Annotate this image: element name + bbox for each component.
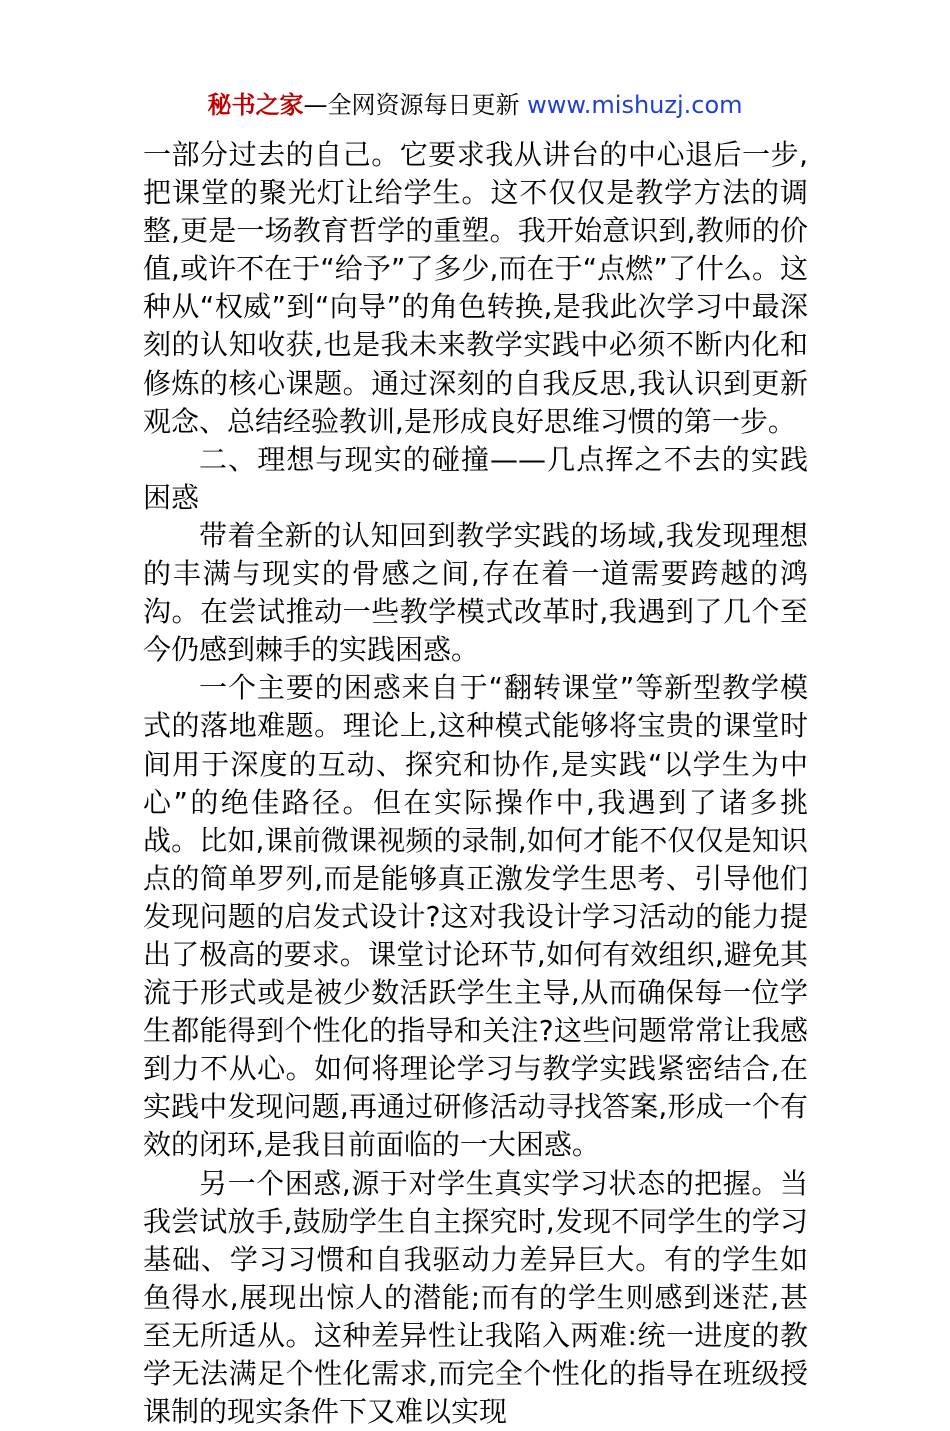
brand-name: 秘书之家 (207, 91, 304, 119)
paragraph-continuation: 一部分过去的自己。它要求我从讲台的中心退后一步,把课堂的聚光灯让给学生。这不仅仅是教学方法的调整,更是一场教育哲学的重塑。我开始意识到,教师的价值,或许不在于“给予”了多少,而在于“点燃”了什么。这种从“权威”到“向导”的角色转换,是我此次学习中最深刻的认知收获,也是我未来教学实践中必须不断内化和修炼的核心课题。通过深刻的自我反思,我认识到更新观念、总结经验教训,是形成良好思维习惯的第一步。 (143, 138, 808, 438)
paragraph: 另一个困惑,源于对学生真实学习状态的把握。当我尝试放手,鼓励学生自主探究时,发现不同学生的学习基础、学习习惯和自我驱动力差异巨大。有的学生如鱼得水,展现出惊人的潜能;而有的学生则感到迷茫,甚至无所适从。这种差异性让我陷入两难:统一进度的教学无法满足个性化需求,而完全个性化的指导在班级授课制的现实条件下又难以实现 (143, 1166, 808, 1429)
section-heading: 二、理想与现实的碰撞——几点挥之不去的实践困惑 (143, 442, 808, 514)
page-header (0, 88, 950, 122)
paragraph: 一个主要的困惑来自于“翻转课堂”等新型教学模式的落地难题。理论上,这种模式能够将宝贵的课堂时间用于深度的互动、探究和协作,是实践“以学生为中心”的绝佳路径。但在实际操作中,我遇到了诸多挑战。比如,课前微课视频的录制,如何才能不仅仅是知识点的简单罗列,而是能够真正激发学生思考、引导他们发现问题的启发式设计?这对我设计学习活动的能力提出了极高的要求。课堂讨论环节,如何有效组织,避免其流于形式或是被少数活跃学生主导,从而确保每一位学生都能得到个性化的指导和关注?这些问题常常让我感到力不从心。如何将理论学习与教学实践紧密结合,在实践中发现问题,再通过研修活动寻找答案,形成一个有效的闭环,是我目前面临的一大困惑。 (143, 671, 808, 1162)
header-tagline: —全网资源每日更新 (303, 91, 528, 119)
paragraph: 带着全新的认知回到教学实践的场域,我发现理想的丰满与现实的骨感之间,存在着一道需要跨越的鸿沟。在尝试推动一些教学模式改革时,我遇到了几个至今仍感到棘手的实践困惑。 (143, 518, 808, 667)
website-url[interactable]: www.mishuzj.com (527, 91, 743, 119)
document-body (143, 136, 808, 1431)
